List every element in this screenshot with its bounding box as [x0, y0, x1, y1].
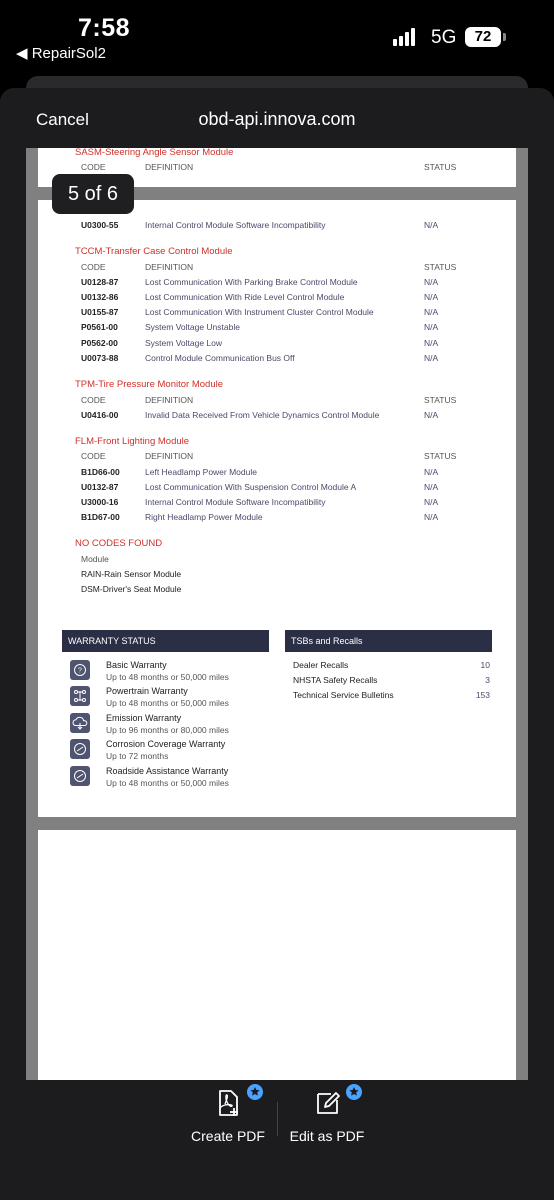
- col-definition: DEFINITION: [145, 162, 194, 172]
- premium-badge-icon: [346, 1084, 362, 1100]
- warranty-detail: Up to 72 months: [106, 751, 169, 761]
- dtc-definition: Internal Control Module Software Incompatibility: [145, 497, 326, 507]
- warranty-detail: Up to 48 months or 50,000 miles: [106, 698, 229, 708]
- roadside-icon: [70, 766, 90, 786]
- dtc-definition: Lost Communication With Suspension Control Module A: [145, 482, 357, 492]
- dtc-code: P0562-00: [81, 338, 118, 348]
- tsb-value: 3: [485, 675, 490, 685]
- pdf-page-5: [38, 200, 516, 817]
- status-time: 7:58: [78, 14, 131, 42]
- tsbs-recalls-header: TSBs and Recalls: [285, 630, 492, 652]
- dtc-code: B1D66-00: [81, 467, 120, 477]
- dtc-code: U0155-87: [81, 307, 119, 317]
- edit-as-pdf-button[interactable]: [289, 1088, 365, 1144]
- dtc-code: U0132-87: [81, 482, 119, 492]
- warranty-name: Corrosion Coverage Warranty: [106, 739, 226, 749]
- tsb-value: 153: [475, 690, 490, 700]
- dtc-definition: Lost Communication With Parking Brake Control Module: [145, 277, 358, 287]
- dtc-status: N/A: [424, 467, 439, 477]
- cellular-signal-icon: [393, 28, 417, 46]
- col-definition: DEFINITION: [145, 451, 194, 461]
- dtc-definition: Left Headlamp Power Module: [145, 467, 257, 477]
- back-to-app-link[interactable]: ◀ RepairSol2: [16, 45, 106, 62]
- col-code: CODE: [81, 262, 106, 272]
- col-code: CODE: [81, 395, 106, 405]
- col-status: STATUS: [424, 395, 457, 405]
- premium-badge-icon: [247, 1084, 263, 1100]
- dtc-code: U0128-87: [81, 277, 119, 287]
- create-pdf-button[interactable]: [190, 1088, 266, 1144]
- dtc-definition: Lost Communication With Ride Level Control Module: [145, 292, 345, 302]
- network-type: 5G: [431, 27, 457, 48]
- dtc-code: B1D67-00: [81, 512, 120, 522]
- warranty-status-header: WARRANTY STATUS: [62, 630, 269, 652]
- module-title: TPM-Tire Pressure Monitor Module: [75, 379, 223, 390]
- drivetrain-icon: [70, 686, 90, 706]
- page-indicator: 5 of 6: [52, 174, 134, 214]
- warranty-detail: Up to 96 months or 80,000 miles: [106, 725, 229, 735]
- module-title: SASM-Steering Angle Sensor Module: [75, 148, 234, 158]
- warranty-name: Powertrain Warranty: [106, 686, 188, 696]
- battery-icon: 72: [465, 27, 501, 47]
- dtc-status: N/A: [424, 512, 439, 522]
- tsb-label: Technical Service Bulletins: [293, 690, 394, 700]
- cancel-button[interactable]: Cancel: [36, 110, 89, 129]
- dtc-status: N/A: [424, 307, 439, 317]
- pdf-page-6: [38, 830, 516, 1080]
- warranty-name: Emission Warranty: [106, 713, 182, 723]
- emission-cloud-icon: [70, 713, 90, 733]
- battery-tip: [503, 33, 506, 41]
- toolbar-divider: [277, 1102, 278, 1136]
- warranty-name: Roadside Assistance Warranty: [106, 766, 229, 776]
- edit-pdf-icon: [312, 1088, 342, 1118]
- dtc-code: U0132-86: [81, 292, 119, 302]
- col-code: CODE: [81, 162, 106, 172]
- dtc-status: N/A: [424, 322, 439, 332]
- col-definition: DEFINITION: [145, 262, 194, 272]
- status-bar: [0, 0, 554, 70]
- tsb-label: Dealer Recalls: [293, 660, 349, 670]
- warranty-detail: Up to 48 months or 50,000 miles: [106, 672, 229, 682]
- dtc-definition: Invalid Data Received From Vehicle Dynamics Control Module: [145, 410, 380, 420]
- dtc-code: U3000-16: [81, 497, 119, 507]
- dtc-code: U0300-55: [81, 220, 119, 230]
- col-status: STATUS: [424, 451, 457, 461]
- warranty-detail: Up to 48 months or 50,000 miles: [106, 778, 229, 788]
- no-codes-title: NO CODES FOUND: [75, 538, 163, 549]
- pdf-viewer[interactable]: [26, 148, 528, 1080]
- module-title: FLM-Front Lighting Module: [75, 436, 190, 447]
- tsb-value: 10: [480, 660, 490, 670]
- dtc-code: U0073-88: [81, 353, 119, 363]
- dtc-status: N/A: [424, 353, 439, 363]
- page-url: obd-api.innova.com: [198, 109, 356, 129]
- dtc-code: P0561-00: [81, 322, 118, 332]
- dtc-definition: Control Module Communication Bus Off: [145, 353, 295, 363]
- question-icon: [70, 660, 90, 680]
- svg-text:?: ?: [78, 667, 82, 675]
- dtc-status: N/A: [424, 410, 439, 420]
- col-definition: DEFINITION: [145, 395, 194, 405]
- col-module: Module: [81, 554, 109, 564]
- edit-as-pdf-label: Edit as PDF: [289, 1128, 365, 1144]
- dtc-status: N/A: [424, 482, 439, 492]
- module-item: RAIN-Rain Sensor Module: [81, 569, 182, 579]
- col-code: CODE: [81, 451, 106, 461]
- dtc-status: N/A: [424, 338, 439, 348]
- dtc-definition: Internal Control Module Software Incompatibility: [145, 220, 326, 230]
- shield-icon: [70, 739, 90, 759]
- dtc-definition: Right Headlamp Power Module: [145, 512, 263, 522]
- create-pdf-icon: [213, 1088, 243, 1118]
- col-status: STATUS: [424, 262, 457, 272]
- dtc-status: N/A: [424, 497, 439, 507]
- dtc-status: N/A: [424, 220, 439, 230]
- dtc-code: U0416-00: [81, 410, 119, 420]
- dtc-definition: Lost Communication With Instrument Cluster Control Module: [145, 307, 374, 317]
- tsb-label: NHSTA Safety Recalls: [293, 675, 378, 685]
- module-title: TCCM-Transfer Case Control Module: [75, 246, 233, 257]
- col-status: STATUS: [424, 162, 457, 172]
- dtc-status: N/A: [424, 277, 439, 287]
- dtc-definition: System Voltage Unstable: [145, 322, 240, 332]
- create-pdf-label: Create PDF: [191, 1128, 265, 1144]
- dtc-definition: System Voltage Low: [145, 338, 223, 348]
- module-item: DSM-Driver's Seat Module: [81, 584, 182, 594]
- bottom-toolbar: [0, 1080, 554, 1200]
- dtc-status: N/A: [424, 292, 439, 302]
- warranty-name: Basic Warranty: [106, 660, 167, 670]
